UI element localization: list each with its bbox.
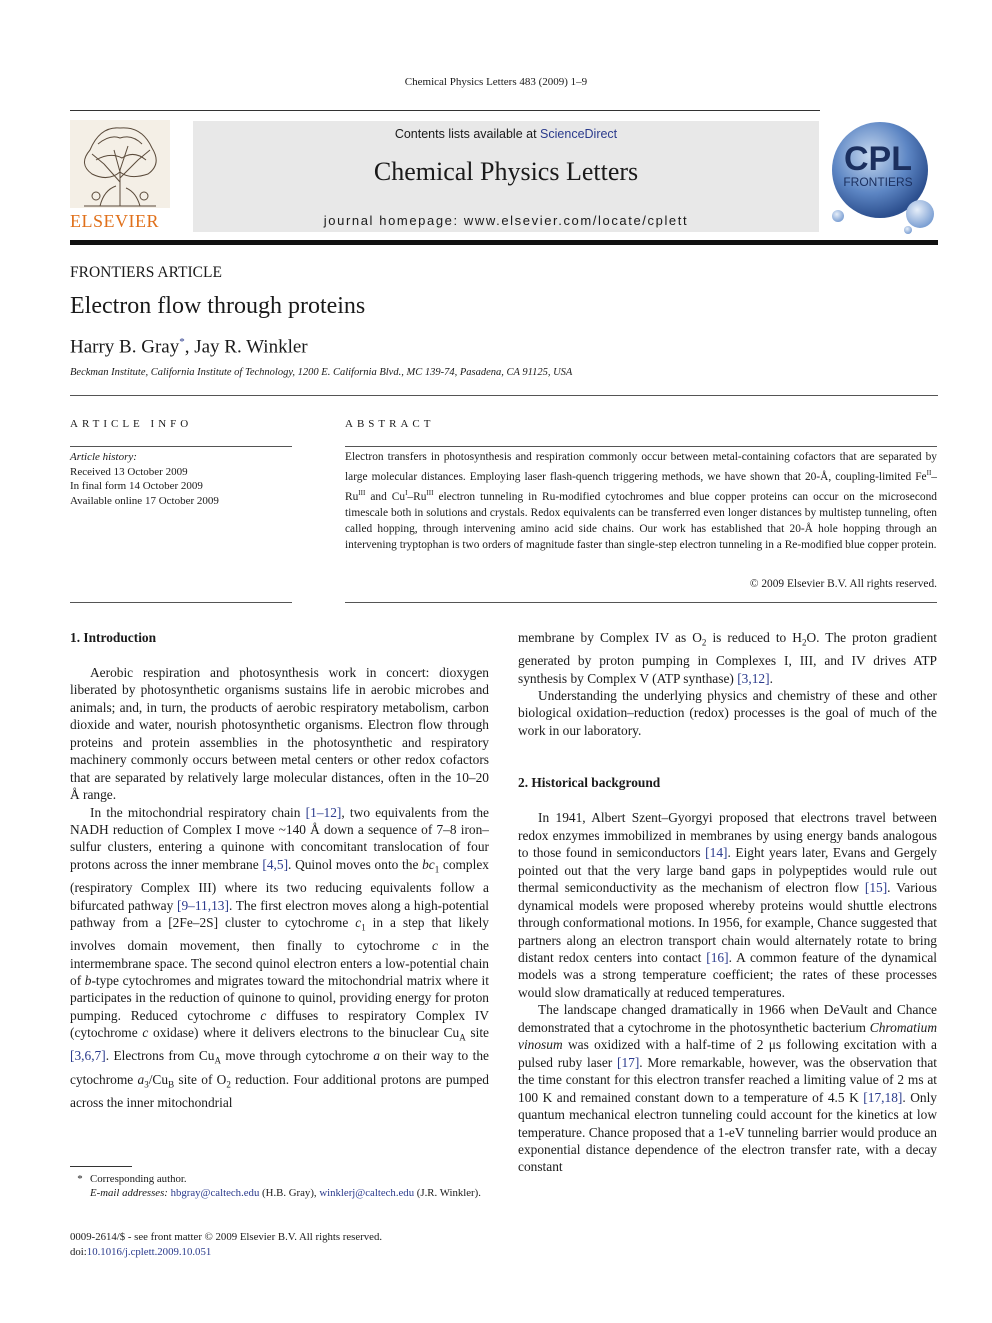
paragraph: Aerobic respiration and photosynthesis work in concert: dioxygen liberated by photosynthetic organisms sustains life in aerobic microbes and animals; and, in turn, the products of aerobic respiratory metabolism, carbon dioxide and water, nourish photosynthetic organisms. Electron flow through proteins and protein assemblies in the photosynthetic and respiratory machinery commonly occurs between metal centers or other redox cofactors that are separated by relatively large molecular distances, often in the 10–20 Å range. <box>70 664 489 803</box>
paragraph: membrane by Complex IV as $O_2$ is reduced to $H_2O$. The proton gradient generated by proton pumping in Complexes I, III, and IV drives ATP synthesis by Complex V (ATP synthase) [3,12]. <box>518 630 937 686</box>
contents-line <box>193 127 819 141</box>
sciencedirect-link[interactable]: ScienceDirect <box>540 127 618 141</box>
online-date: Available online 17 October 2009 <box>70 494 219 507</box>
corresponding-author-mark[interactable]: * <box>179 336 185 348</box>
citation-link[interactable]: [16] <box>706 949 729 965</box>
section-rule <box>70 395 938 396</box>
author-winkler[interactable]: , Jay R. Winkler <box>184 336 308 358</box>
body-column-left <box>70 629 489 1111</box>
issn-doi-block <box>70 1230 382 1259</box>
final-form-date: In final form 14 October 2009 <box>70 480 203 492</box>
citation-link[interactable]: [9–11,13] <box>176 897 229 913</box>
affiliation: Beckman Institute, California Institute of Technology, 1200 E. California Blvd., MC 139-74, Pasadena, CA 91125, USA <box>70 367 573 378</box>
citation-link[interactable]: [14] <box>705 845 728 861</box>
email-label: E-mail addresses: <box>90 1187 168 1199</box>
abstract-text: Electron transfers in photosynthesis and respiration commonly occur between metal-containing cofactors that are separated by large molecular distances. Employing laser flash-quench triggering methods, we have shown that 20-Å, coupling-limited $Fe^{II}-Ru^{III}$ and $Cu^I-Ru^{III}$ electron tunneling in Ru-modified cytochromes and blue copper proteins can occur on the microsecond timescale both in solutions and crystals. Redox equivalents can be transferred even longer distances by multistep tunneling, often called hopping, through intervening amino acid side chains. Our work has established that 20-Å hole hopping through an intervening tryptophan is two orders of magnitude faster than single-step electron tunneling in a Re-modified blue copper protein. <box>345 451 937 551</box>
cpl-frontiers-logo <box>820 118 938 236</box>
citation-link[interactable]: [3,12] <box>737 670 770 686</box>
publisher-name: ELSEVIER <box>70 211 159 231</box>
citation-link[interactable]: [17] <box>616 1054 640 1070</box>
article-history <box>70 450 219 508</box>
header-thick-rule <box>70 240 938 245</box>
contents-prefix: Contents lists available at <box>394 127 537 141</box>
article-type: FRONTIERS ARTICLE <box>70 264 222 281</box>
cpl-logo-subtext: FRONTIERS <box>843 175 913 189</box>
email-link-winkler[interactable]: winklerj@caltech.edu <box>319 1187 415 1199</box>
history-label: Article history: <box>70 451 137 463</box>
footnote-rule <box>70 1166 132 1167</box>
citation-link[interactable]: [4,5] <box>262 856 289 872</box>
article-info-heading: ARTICLE INFO <box>70 418 193 430</box>
journal-homepage[interactable]: journal homepage: www.elsevier.com/locate/cplett <box>323 213 689 228</box>
doi-line: doi:10.1016/j.cplett.2009.10.051 <box>70 1245 212 1258</box>
email-link-gray[interactable]: hbgray@caltech.edu <box>170 1187 260 1199</box>
corresponding-author-footnote: * Corresponding author. E-mail addresses: hbgray@caltech.edu (H.B. Gray), winklerj@caltech.edu (J.R. Winkler). <box>70 1172 489 1200</box>
body-column-right <box>518 629 937 1176</box>
citation-link[interactable]: [1–12] <box>305 804 342 820</box>
author-gray[interactable]: Harry B. Gray <box>70 336 180 358</box>
journal-title: Chemical Physics Letters <box>373 157 639 186</box>
paragraph: The landscape changed dramatically in 1966 when DeVault and Chance demonstrated that a cytochrome in the photosynthetic bacterium Chromatium vinosum was oxidized with a half-time of 2 μs following excitation with a pulsed ruby laser [17]. More remarkable, however, was the observation that the time constant for this electron transfer reached a limiting value of 2 ms at 100 K and remained constant down to a temperature of 4.5 K [17,18]. Only quantum mechanical electron tunneling could account for the kinetics at low temperature. Chance proposed that a 1-eV tunneling barrier would produce an exponential distance dependence of the electron transfer rate, with a decay constant <box>518 1002 937 1175</box>
citation-link[interactable]: [17,18] <box>863 1089 903 1105</box>
abstract-rule <box>345 446 937 447</box>
front-matter-line: 0009-2614/$ - see front matter © 2009 Elsevier B.V. All rights reserved. <box>70 1231 383 1243</box>
received-date: Received 13 October 2009 <box>70 465 188 478</box>
section-heading-introduction: 1. Introduction <box>70 630 157 645</box>
abstract-rule-bottom <box>345 602 937 603</box>
header-rule <box>70 110 820 111</box>
paragraph: In 1941, Albert Szent–Gyorgyi proposed that electrons travel between redox enzymes immobilized in membranes by using energy bands analogous to those found in semiconductors [14]. Eight years later, Evans and Gergely pointed out that the very large band gaps in polypeptides would rule out thermal semiconductivity as the mechanism of electron flow [15]. Various dynamical models were proposed whereby proteins would shuttle electrons through conformational motions. In 1956, for example, Chance suggested that partners along an electron transport chain would alternately rotate to bring distant redox centers into contact [16]. A common feature of the dynamical models was a strong temperature coefficient; the rates of these processes would slow dramatically at reduced temperatures. <box>518 810 938 1000</box>
abstract-copyright: © 2009 Elsevier B.V. All rights reserved. <box>749 578 937 590</box>
paragraph: In the mitochondrial respiratory chain [1–12], two equivalents from the NADH reduction of Complex I move ~140 Å down a sequence of 7–8 iron–sulfur clusters, entering a quinone with concomitant translocation of four protons across the inner membrane [4,5]. Quinol moves onto the $bc_1$ complex (respiratory Complex III) where its two reducing equivalents follow a bifurcated pathway [9–11,13]. The first electron moves along a high-potential pathway from a [2Fe–2S] cluster to cytochrome $c_1$ in a step that likely involves domain movement, then finally to cytochrome c in the intermembrane space. The second quinol electron enters a low-potential chain of b-type cytochromes and migrates toward the mitochondrial matrix where it participates in the reduction of quinone to quinol, providing energy for proton pumping. Reduced cytochrome c diffuses to respiratory Complex IV (cytochrome c oxidase) where it delivers electrons to the binuclear $Cu_A$ site [3,6,7]. Electrons from $Cu_A$ move through cytochrome a on their way to the cytochrome $a_3/Cu_B$ site of $O_2$ reduction. Four additional protons are pumped across the inner mitochondrial <box>70 804 490 1110</box>
info-rule-bottom <box>70 602 292 603</box>
doi-link[interactable]: 10.1016/j.cplett.2009.10.051 <box>86 1245 212 1258</box>
running-head: Chemical Physics Letters 483 (2009) 1–9 <box>404 76 588 88</box>
article-title: Electron flow through proteins <box>70 293 366 319</box>
info-rule <box>70 446 292 447</box>
abstract-heading: ABSTRACT <box>345 418 435 430</box>
footnote-star: * <box>77 1173 83 1185</box>
journal-banner <box>193 121 819 232</box>
cpl-logo-text: CPL <box>844 140 912 178</box>
paragraph: Understanding the underlying physics and chemistry of these and other biological oxidation–reduction (redox) processes is the goal of much of the work in our laboratory. <box>518 688 937 738</box>
section-heading-historical-background: 2. Historical background <box>518 775 661 791</box>
author-list <box>70 336 308 358</box>
citation-link[interactable]: [15] <box>864 880 888 896</box>
citation-link[interactable]: [3,6,7] <box>70 1048 106 1064</box>
